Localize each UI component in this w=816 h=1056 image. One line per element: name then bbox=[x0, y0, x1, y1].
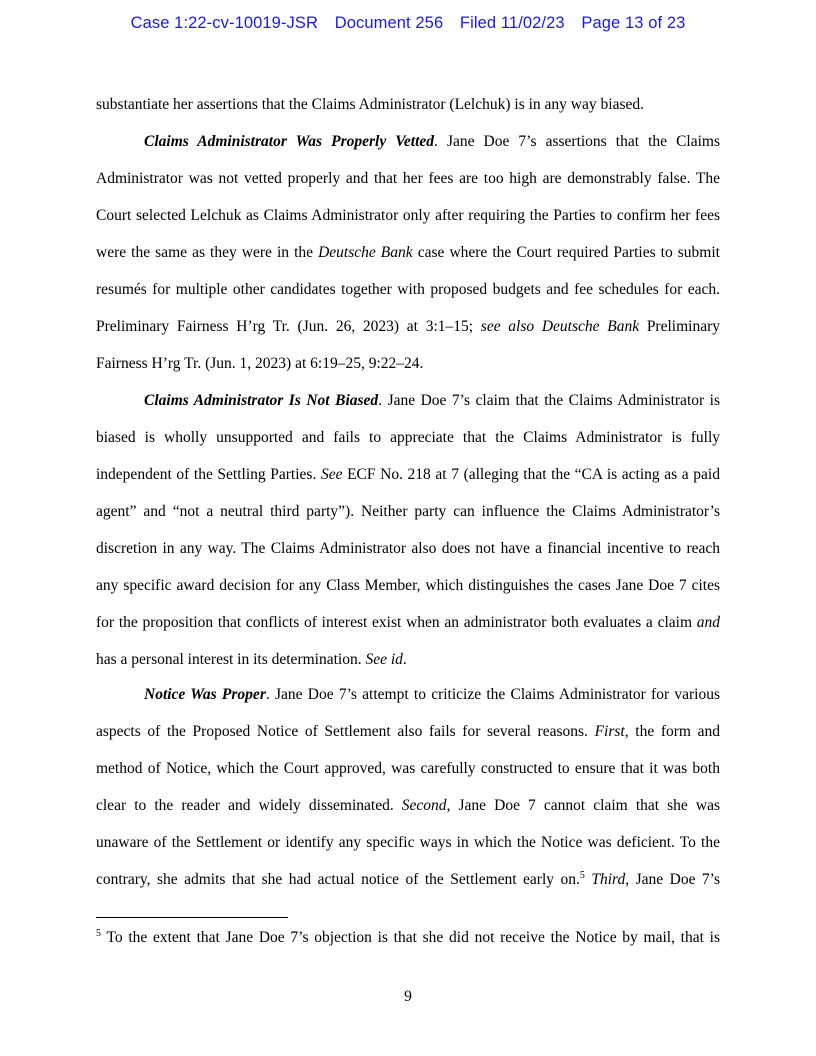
header-page-count: Page 13 of 23 bbox=[581, 14, 686, 32]
text-line bbox=[96, 169, 720, 189]
text-run: Second bbox=[401, 797, 447, 814]
text-run: Preliminary bbox=[639, 318, 720, 335]
text-run: any specific award decision for any Class Member, which distinguishes the cases Jane Doe 7 cites bbox=[96, 577, 720, 594]
text-run: were the same as they were in the bbox=[96, 244, 319, 261]
text-line bbox=[96, 280, 720, 300]
text-run: aspects of the Proposed Notice of Settlement also fails for several reasons. bbox=[96, 723, 595, 740]
text-run: . Jane Doe 7’s claim that the Claims Administrator is bbox=[378, 392, 720, 409]
text-run: ECF No. 218 at 7 (alleging that the “CA is acting as a paid bbox=[342, 466, 720, 483]
footnote-reference: 5 bbox=[96, 927, 101, 939]
text-line bbox=[96, 650, 720, 670]
case-header bbox=[0, 14, 816, 33]
header-filed-date: Filed 11/02/23 bbox=[459, 14, 565, 32]
text-line bbox=[96, 354, 720, 374]
paragraph-first-line bbox=[144, 132, 720, 152]
text-line bbox=[96, 576, 720, 596]
text-line bbox=[96, 759, 720, 779]
text-run: Fairness H’rg Tr. (Jun. 1, 2023) at 6:19–25, 9:22–24. bbox=[96, 355, 424, 372]
footnote-divider bbox=[96, 917, 288, 918]
text-run: substantiate her assertions that the Claims Administrator (Lelchuk) is in any way biased. bbox=[96, 96, 644, 113]
text-line bbox=[96, 465, 720, 485]
text-line bbox=[96, 428, 720, 448]
text-run: independent of the Settling Parties. bbox=[96, 466, 321, 483]
text-line bbox=[96, 613, 720, 633]
text-run: has a personal interest in its determination. bbox=[96, 651, 366, 668]
text-run: biased is wholly unsupported and fails to appreciate that the Claims Administrator is fully bbox=[96, 429, 720, 446]
text-line bbox=[96, 796, 720, 816]
text-run: , Jane Doe 7’s bbox=[625, 871, 721, 888]
text-run: . Jane Doe 7’s assertions that the Claims bbox=[434, 133, 720, 150]
text-run: Court selected Lelchuk as Claims Administrator only after requiring the Parties to confirm her fees bbox=[96, 207, 720, 224]
text-run: , Jane Doe 7 cannot claim that she was bbox=[446, 797, 720, 814]
text-run: contrary, she admits that she had actual notice of the Settlement early on. bbox=[96, 871, 580, 888]
text-run: Claims Administrator Was Properly Vetted bbox=[144, 133, 435, 150]
text-run: unaware of the Settlement or identify any specific ways in which the Notice was deficient. To the bbox=[96, 834, 720, 851]
text-run: . Jane Doe 7’s attempt to criticize the Claims Administrator for various bbox=[265, 686, 720, 703]
text-run: Deutsche Bank bbox=[318, 244, 413, 261]
footnote-5 bbox=[96, 928, 720, 948]
text-run: and bbox=[696, 614, 720, 631]
text-run: Claims Administrator Is Not Biased bbox=[144, 392, 379, 409]
footnote-reference: 5 bbox=[579, 869, 585, 881]
text-run: agent” and “not a neutral third party”). Neither party can influence the Claims Administrator’s bbox=[96, 503, 720, 520]
text-line bbox=[96, 870, 720, 890]
header-document-number: Document 256 bbox=[334, 14, 444, 32]
text-run: See id bbox=[365, 651, 403, 668]
text-line bbox=[96, 243, 720, 263]
text-run: clear to the reader and widely disseminated. bbox=[96, 797, 402, 814]
paragraph-first-line bbox=[144, 391, 720, 411]
text-line bbox=[96, 502, 720, 522]
text-run: resumés for multiple other candidates together with proposed budgets and fee schedules for each. bbox=[96, 281, 720, 298]
text-run: for the proposition that conflicts of interest exist when an administrator both evaluates a claim bbox=[96, 614, 697, 631]
text-run: To the extent that Jane Doe 7’s objection is that she did not receive the Notice by mail, that is bbox=[101, 929, 720, 946]
text-run: , the form and bbox=[624, 723, 720, 740]
text-run: Administrator was not vetted properly and that her fees are too high are demonstrably false. The bbox=[96, 170, 720, 187]
text-run: method of Notice, which the Court approved, was carefully constructed to ensure that it was both bbox=[96, 760, 720, 777]
header-case-number: Case 1:22-cv-10019-JSR bbox=[130, 14, 319, 32]
text-run: Third bbox=[591, 871, 626, 888]
text-run: . bbox=[402, 651, 407, 668]
text-line bbox=[96, 95, 720, 115]
text-line bbox=[96, 833, 720, 853]
text-run: Preliminary Fairness H’rg Tr. (Jun. 26, 2023) at 3:1–15; bbox=[96, 318, 481, 335]
text-line bbox=[96, 539, 720, 559]
text-run: First bbox=[594, 723, 625, 740]
text-run: see also Deutsche Bank bbox=[480, 318, 640, 335]
text-run: See bbox=[320, 466, 343, 483]
text-run: Notice Was Proper bbox=[144, 686, 266, 703]
text-line bbox=[96, 722, 720, 742]
text-run: discretion in any way. The Claims Administrator also does not have a financial incentive to reach bbox=[96, 540, 720, 557]
paragraph-first-line bbox=[144, 685, 720, 705]
text-line bbox=[96, 317, 720, 337]
text-line bbox=[96, 206, 720, 226]
text-run: case where the Court required Parties to submit bbox=[412, 244, 720, 261]
page-number: 9 bbox=[404, 988, 412, 1005]
